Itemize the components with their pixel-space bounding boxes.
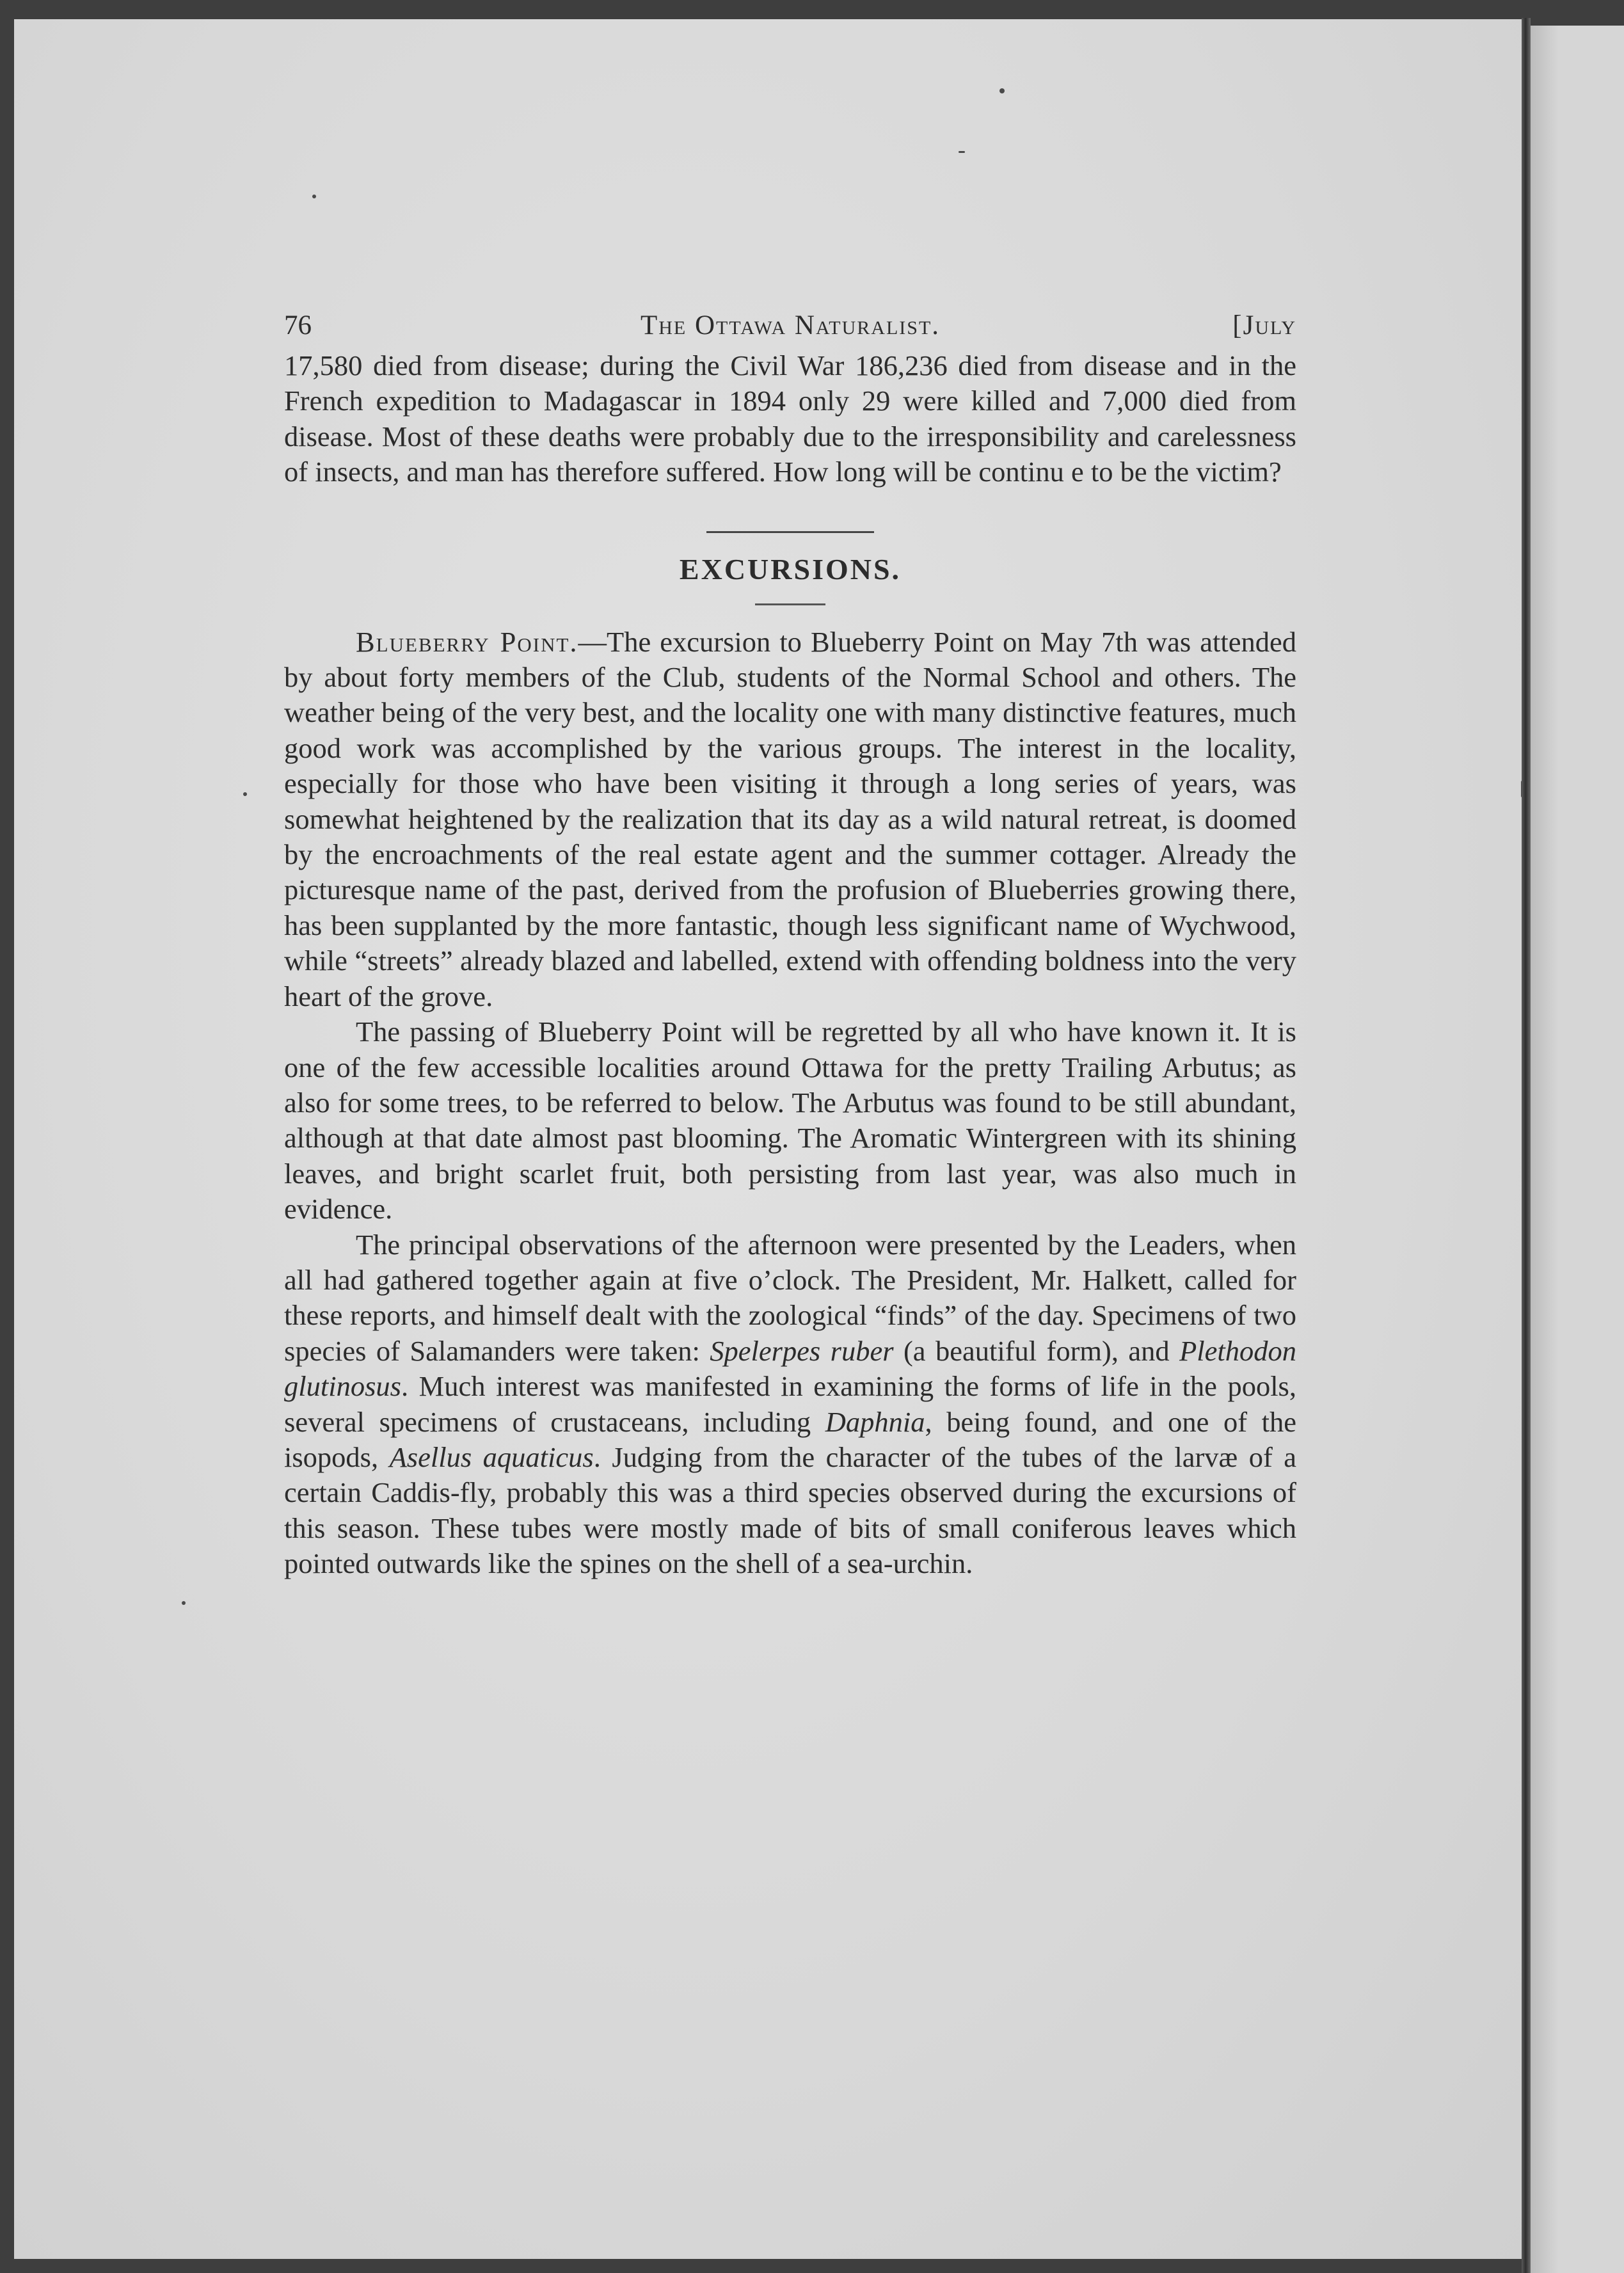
paper-speck (959, 151, 965, 153)
facing-page-edge (1531, 26, 1624, 2273)
journal-title: The Ottawa Naturalist. (640, 310, 941, 340)
paper-speck (999, 88, 1005, 93)
paper-speck (312, 195, 316, 198)
continued-paragraph: 17,580 died from disease; during the Civil War 186,236 died from disease and in the French expedition to Madagascar in 1894 only 29 were killed and 7,000 died from disease. Most of these deaths were probably due to the irresponsibility and carelessness of insects, and man has therefore suffered. How long will be continu e to be the victim? (284, 349, 1296, 488)
paper-speck (182, 1601, 186, 1605)
paragraph-blueberry-point (284, 625, 1296, 1014)
paragraph-passing: The passing of Blueberry Point will be regretted by all who have known it. It is one of the few accessible localities around Ottawa for the pretty Trailing Arbutus; as also for some trees, to be referred to below. The Arbutus was found to be still abundant, although at that date almost past blooming. The Aromatic Wintergreen with its shining leaves, and bright scarlet fruit, both persisting from last year, was also much in evidence. (284, 1016, 1296, 1225)
paragraph-text: . Much interest was manifested in examining the forms of life in the pools, several specimens of crustaceans, including (284, 1370, 1296, 1438)
paragraph-lead-in: Blueberry Point. (356, 625, 578, 658)
paragraph-text: The principal observations of the afternoon were presented by the Leaders, when all had gathered together again at five o’clock. The President, Mr. Halkett, called for these reports, and himself dealt with the zoological “finds” of the day. Specimens of two species of Salamanders were taken: (284, 1228, 1296, 1367)
heading-underline (755, 603, 825, 605)
paragraph-observations (284, 1227, 1296, 1582)
page-content (284, 303, 1296, 1582)
page-gutter (1522, 18, 1531, 2273)
running-head (284, 303, 1296, 348)
paragraph-text: —The excursion to Blueberry Point on May 7th was attended by about forty members of the Club, students of the Normal School and others. The weather being of the very best, and the locality one with many distinctive features, much good work was accomplished by the various groups. The interest in the locality, especially for those who have been visiting it through a long series of years, was somewhat heightened by the realization that its day as a wild natural retreat, is doomed by the encroachments of the real estate agent and the summer cottager. Already the picturesque name of the past, derived from the profusion of Blueberries growing there, has been supplanted by the more fantastic, though less significant name of Wychwood, while “streets” already blazed and labelled, extend with offending boldness into the very heart of the grove. (284, 625, 1296, 1012)
paragraph-text: . Judging from the character of the tubes of the larvæ of a certain Caddis-fly, probably this was a third species observed during the excursions of this season. These tubes were mostly made of bits of small coniferous leaves which pointed outwards like the spines on the shell of a sea-urchin. (284, 1440, 1297, 1580)
species-name: Asellus aquaticus (389, 1440, 594, 1473)
genus-name: Daphnia (825, 1405, 925, 1438)
page-number: 76 (284, 310, 312, 340)
paper-speck (243, 792, 247, 796)
issue-month: [July (1232, 310, 1296, 340)
paragraph-text: , being found, and one of the isopods, (284, 1405, 1296, 1473)
species-name: Plethodon glutinosus (284, 1334, 1296, 1403)
section-divider (706, 531, 874, 533)
species-name: Spelerpes ruber (710, 1334, 894, 1367)
article-body (284, 348, 1296, 1582)
paragraph-text: (a beautiful form), and (893, 1334, 1180, 1367)
section-heading: EXCURSIONS. (679, 552, 902, 586)
